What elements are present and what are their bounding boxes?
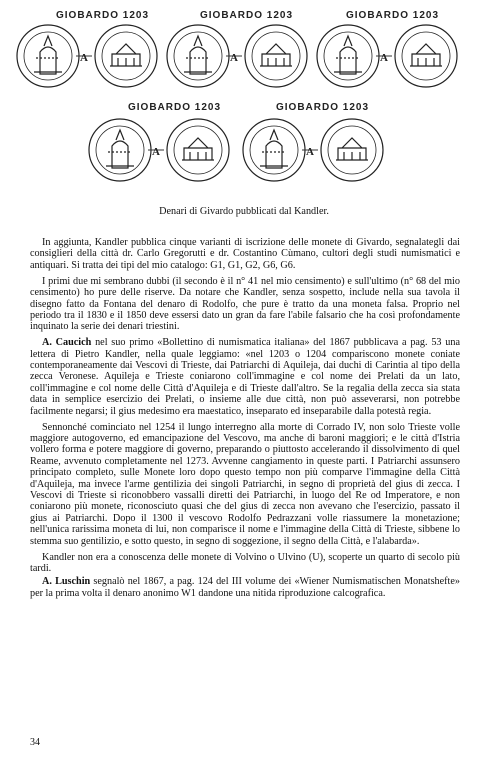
paragraph-5: [30, 552, 460, 575]
body-text: [30, 237, 460, 604]
obverse-coin: [89, 119, 151, 181]
coin-label: GIOBARDO 1203: [276, 102, 370, 113]
reverse-coin: [95, 25, 157, 87]
coin-label: GIOBARDO 1203: [56, 10, 150, 21]
figure-caption: Denari di Givardo pubblicati dal Kandler.: [159, 206, 329, 217]
paragraph-text: I primi due mi sembrano dubbi (il secondo è il n° 41 nel mio censimento) e sull'ultimo (n° 68 del mio censimento) ho pure delle riserve. Da notare che Kandler, senza sospetto, include nella sua tavola il disegno fatto da Fontana del denaro di Rodolfo, che pure è tratto da una moneta falsa. Proprio nel periodo tra il 1830 e il 1850 deve essersi dato un gran da fare l'abile falsario che ha così profondamente inquinato la serie dei denari triestini.: [30, 275, 460, 333]
obverse-coin: [17, 25, 79, 87]
reverse-coin: [245, 25, 307, 87]
reverse-coin: [321, 119, 383, 181]
coin-label: GIOBARDO 1203: [128, 102, 222, 113]
author-name: A. Luschin: [42, 576, 91, 588]
paragraph-2: [30, 276, 460, 333]
obverse-coin: [167, 25, 229, 87]
reverse-coin: [167, 119, 229, 181]
reverse-letter-a: A: [152, 146, 160, 158]
paragraph-3: [30, 337, 460, 417]
paragraph-text: segnalò nel 1867, a pag. 124 del III volume dei «Wiener Numismatischen Monatshefte» per la prima volta il denaro anonimo W1 dandone una nitida riproduzione calcografica.: [30, 576, 460, 599]
reverse-letter-a: A: [306, 146, 314, 158]
coin-pair-3: [314, 22, 462, 90]
obverse-coin: [317, 25, 379, 87]
paragraph-6: [30, 576, 460, 599]
coin-pair-1: [14, 22, 162, 90]
reverse-letter-a: A: [80, 52, 88, 64]
coin-plate: [0, 0, 488, 200]
author-name: A. Caucich: [42, 337, 92, 349]
page-number: 34: [30, 737, 40, 748]
reverse-letter-a: A: [380, 52, 388, 64]
obverse-coin: [243, 119, 305, 181]
coin-label: GIOBARDO 1203: [200, 10, 294, 21]
paragraph-4: [30, 422, 460, 547]
paragraph-text: In aggiunta, Kandler pubblica cinque varianti di iscrizione delle monete di Givardo, segnalategli dai consiglieri della città dr. Carlo Gregorutti e dr. Costantino Cùmano, cultori degli studi numismatici e antiquari. Si tratta dei tipi del mio catalogo: G1, G1, G2, G6, G6.: [30, 237, 460, 271]
reverse-coin: [395, 25, 457, 87]
paragraph-text: nel suo primo «Bollettino di numismatica italiana» del 1867 pubblicava a pag. 53 una lettera di Pietro Kandler, nella quale leggiamo: «nel 1203 o 1204 compariscono monete coniate contemporaneamente dai Vescovi di Trieste, dai Patriarchi di Aquileja, dai duchi di Carintia al tipo della zecca Veronese. Aquileja e Trieste coniarono coll'immagine e col nome dei Prelati da un lato, coll'immagine e col nome delle Città d'Aquileja e di Trieste dall'altro. Se la regalìa della zecca sia stata data in semplice esercizio dei Prelati, o insieme alle due città, non può asseverarsi, non potrebbe facilmente negarsi; il gius medesimo era maestatico, inseparato ed inseparabile dalla potestà regia.: [30, 337, 460, 417]
paragraph-text: Sennonché cominciato nel 1254 il lungo interregno alla morte di Corrado IV, non solo Trieste volle maggiore autogoverno, ed emancipazione del Vescovo, ma anche di baroni maggiori; e le città d'Istria vollero forma e potere maggiore di governo, preparando o piuttosto accelerando il dissolvimento di quel Reame, avvenuto completamente nel 1273. Avvenne cangiamento in queste parti. I Patriarchi assunsero principato completo, sulle Monete loro dopo questo tempo non più comparve l'immagine della Città d'Aquileja, ma invece l'arme gentilizia dei singoli Patriarchi, in segno di proprietà del gius di zecca. I Vescovi di Trieste si riconobbero vassalli diretti dei Patriarchi, in luogo del Re od Imperatore, e non coniarono più monete, riconosciuto quasi che del gius di zecca non avevano che l'esercizio, passato il gius ai Patriarchi. Dopo il 1300 il vescovo Rodolfo Pedrazzani volle riassumere la monetazione; nell'unica rarissima moneta di lui, non comparisce il nome e l'immagine della Città di Trieste, sibbene lo stemma suo gentilizio, e sotto questo, in segno di soggezione, il segno della Città, e l'alabarda».: [30, 421, 460, 547]
reverse-letter-a: A: [230, 52, 238, 64]
coin-pair-2: [164, 22, 312, 90]
paragraph-1: [30, 237, 460, 271]
coin-pair-4: [86, 116, 234, 184]
coin-pair-5: [240, 116, 388, 184]
paragraph-text: Kandler non era a conoscenza delle monete di Volvino o Ulvino (U), scoperte un quarto di secolo più tardi.: [30, 551, 460, 574]
coin-label: GIOBARDO 1203: [346, 10, 440, 21]
